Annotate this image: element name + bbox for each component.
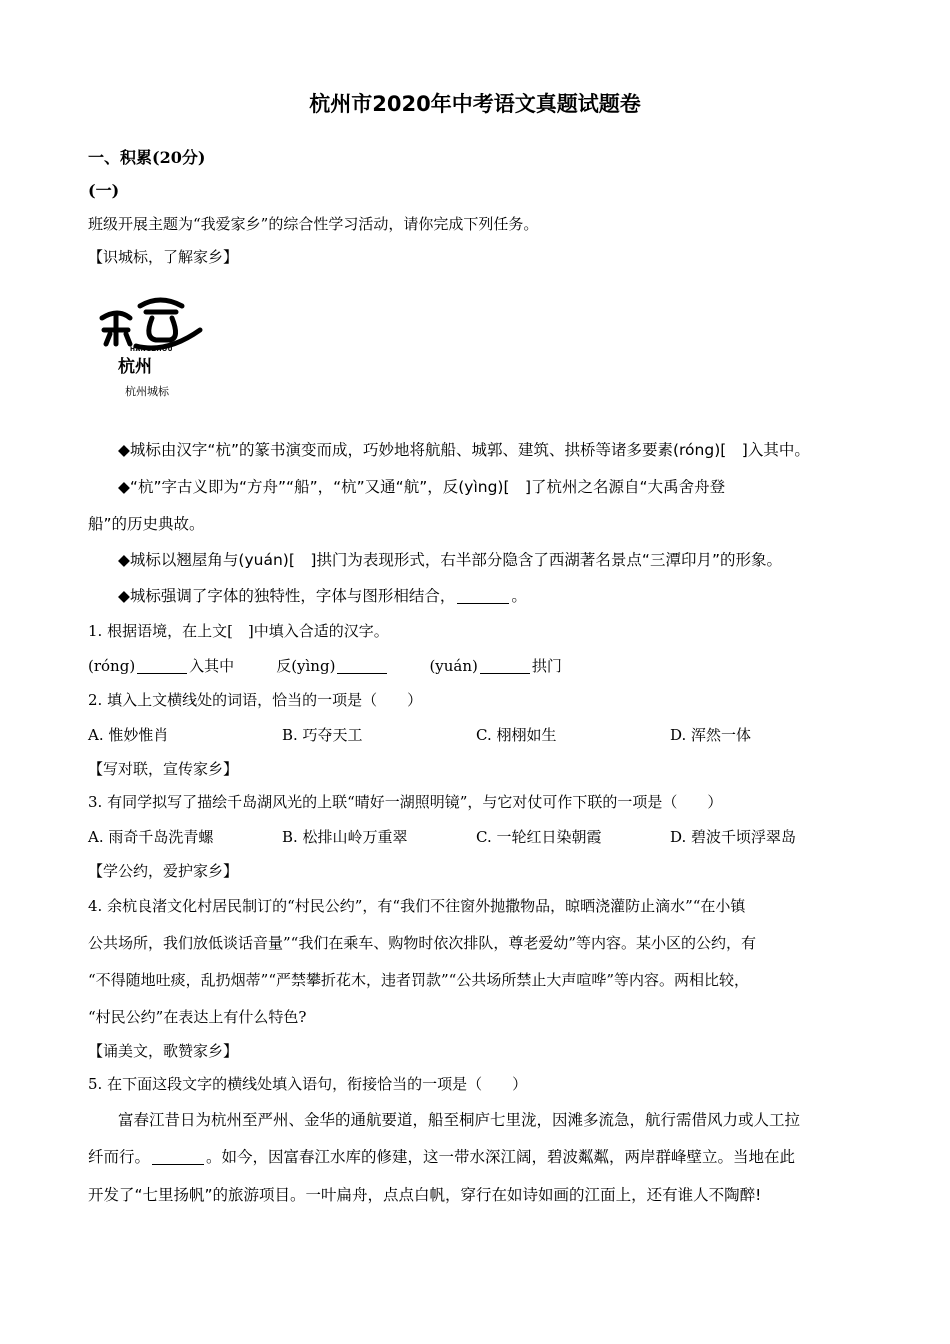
question-4-line-2: 公共场所，我们放低谈话音量”“我们在乘车、购物时依次排队，尊老爱幼”等内容。某小区的公约，有 <box>88 934 757 952</box>
bullet-1: ◆城标由汉字“杭”的篆书演变而成，巧妙地将航船、城郭、建筑、拱桥等诸多要素(róng)[ ]入其中。 <box>118 441 810 459</box>
q1-c-pinyin: (yuán) <box>429 657 478 675</box>
question-3-stem: 3. 有同学拟写了描绘千岛湖风光的上联“晴好一湖照明镜”，与它对仗可作下联的一项是（ ） <box>88 793 723 811</box>
intro-text: 班级开展主题为“我爱家乡”的综合性学习活动，请你完成下列任务。 <box>88 215 539 233</box>
passage-line-2-start: 纤而行。 <box>88 1148 151 1166</box>
q1-a-pinyin: (róng) <box>88 657 136 675</box>
bullet-4 <box>118 584 527 606</box>
q2-option-a: A. 惟妙惟肖 <box>88 726 169 744</box>
q1-a-blank <box>137 672 187 674</box>
q3-option-a: A. 雨奇千岛洗青螺 <box>88 828 214 846</box>
heading-shibiao: 【识城标，了解家乡】 <box>88 248 239 266</box>
q1-c-blank <box>480 672 530 674</box>
q3-option-c: C. 一轮红日染朝霞 <box>476 828 602 846</box>
q3-option-b: B. 松排山岭万重翠 <box>282 828 408 846</box>
q2-option-c: C. 栩栩如生 <box>476 726 557 744</box>
logo-english-text: HANGZHOU <box>130 346 173 353</box>
question-4-line-3: “不得随地吐痰，乱扔烟蒂”“严禁攀折花木，违者罚款”“公共场所禁止大声喧哗”等内容。两相比较， <box>88 971 750 989</box>
question-1-blanks <box>88 655 562 676</box>
passage-line-2-end: 。如今，因富春江水库的修建，这一带水深江阔，碧波粼粼，两岸群峰壁立。当地在此 <box>206 1148 796 1166</box>
question-5-stem: 5. 在下面这段文字的横线处填入语句，衔接恰当的一项是（ ） <box>88 1075 528 1093</box>
question-4-line-1: 4. 余杭良渚文化村居民制订的“村民公约”，有“我们不往窗外抛撒物品，晾晒浇灌防止滴水”“在小镇 <box>88 897 746 915</box>
passage-line-3: 开发了“七里扬帆”的旅游项目。一叶扁舟，点点白帆，穿行在如诗如画的江面上，还有谁人不陶醉! <box>88 1186 762 1204</box>
question-1-stem: 1. 根据语境，在上文[ ]中填入合适的汉字。 <box>88 622 389 640</box>
heading-gongyue: 【学公约，爱护家乡】 <box>88 862 239 880</box>
bullet-2-cont: 船”的历史典故。 <box>88 515 205 533</box>
passage-blank <box>152 1163 204 1165</box>
logo-chinese-text: 杭州 <box>118 357 152 377</box>
bullet-2: ◆“杭”字古义即为“方舟”“船”，“杭”又通“航”，反(yìng)[ ]了杭州之名源自“大禹舍舟登 <box>118 478 726 496</box>
q1-b-pinyin: 反(yìng) <box>276 657 336 675</box>
q1-b-blank <box>337 672 387 674</box>
bullet-4-end: 。 <box>511 587 527 605</box>
question-2-stem: 2. 填入上文横线处的词语，恰当的一项是（ ） <box>88 691 423 709</box>
bullet-3: ◆城标以翘屋角与(yuán)[ ]拱门为表现形式，右半部分隐含了西湖著名景点“三潭印月”的形象。 <box>118 551 782 569</box>
section-heading: 一、积累(20分) <box>88 148 206 167</box>
q1-c-text: 拱门 <box>531 657 562 675</box>
heading-meiwen: 【诵美文，歌赞家乡】 <box>88 1042 239 1060</box>
q2-option-d: D. 浑然一体 <box>670 726 752 744</box>
passage-line-1: 富春江昔日为杭州至严州、金华的通航要道，船至桐庐七里泷，因滩多流急，航行需借风力或人工拉 <box>118 1111 801 1129</box>
q1-a-text: 入其中 <box>189 657 235 675</box>
answer-blank <box>457 602 509 604</box>
subsection-heading: (一) <box>88 181 120 200</box>
heading-duilian: 【写对联，宣传家乡】 <box>88 760 239 778</box>
q3-option-d: D. 碧波千顷浮翠岛 <box>670 828 797 846</box>
bullet-4-text: ◆城标强调了字体的独特性，字体与图形相结合， <box>118 587 456 605</box>
passage-line-2 <box>88 1145 795 1167</box>
logo-caption: 杭州城标 <box>125 385 169 398</box>
q2-option-b: B. 巧夺天工 <box>282 726 363 744</box>
question-4-line-4: “村民公约”在表达上有什么特色? <box>88 1008 307 1026</box>
page-title: 杭州市2020年中考语文真题试题卷 <box>309 92 641 116</box>
